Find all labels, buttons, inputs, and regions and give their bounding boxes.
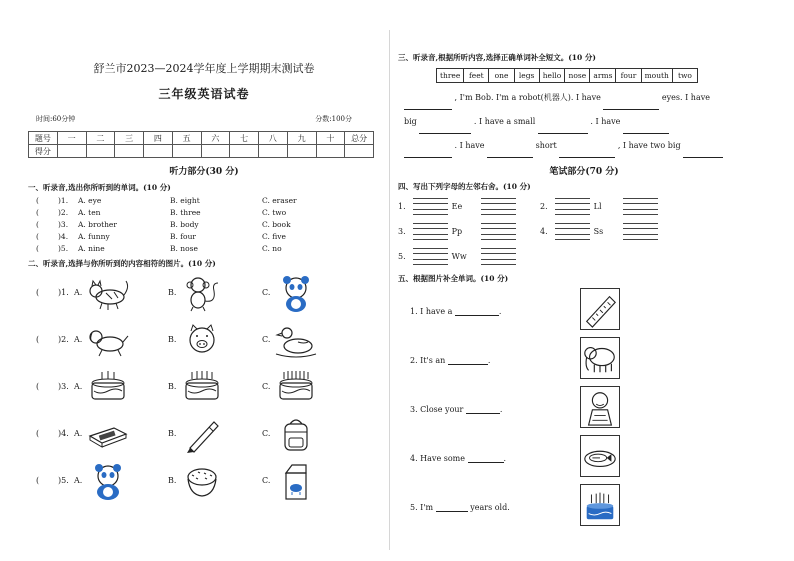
question-1-list [28, 196, 380, 253]
school-title: 舒兰市2023—2024学年度上学期期末测试卷 [93, 62, 315, 75]
score-input-cell[interactable] [201, 145, 230, 158]
sentence-text: 1. I have a [410, 306, 453, 316]
score-table [28, 131, 374, 158]
list-item: ( )1. A. eye B. eight C. eraser [28, 196, 380, 205]
word-bank-item: feet [464, 69, 489, 82]
score-cell: 八 [259, 132, 288, 145]
score-input-cell[interactable] [316, 145, 345, 158]
item-number: )3. [58, 382, 69, 391]
passage-text: short [535, 141, 557, 150]
passage-text: big [404, 117, 417, 126]
score-input-cell[interactable] [172, 145, 201, 158]
list-item [398, 219, 770, 244]
writing-lines[interactable] [481, 223, 516, 241]
writing-lines[interactable] [413, 223, 448, 241]
writing-lines[interactable] [623, 198, 658, 216]
passage-text: . I have [454, 141, 485, 150]
sentence-text: . [499, 404, 503, 414]
elephant-icon [580, 337, 620, 379]
option-a[interactable]: A. brother [78, 220, 117, 229]
option-c[interactable]: C. two [262, 208, 287, 217]
letter-neighbors [398, 194, 770, 269]
rice-bowl-icon [178, 461, 226, 501]
answer-blank[interactable] [683, 144, 723, 158]
eraser-icon [84, 414, 132, 454]
item-number: 2. [540, 202, 548, 211]
monkey-icon [178, 273, 226, 313]
option-b[interactable]: B. three [170, 208, 201, 217]
score-cell: 六 [201, 132, 230, 145]
written-section-title: 笔试部分(70 分) [549, 167, 619, 177]
option-label: C. [262, 335, 271, 344]
option-label: B. [168, 288, 177, 297]
option-label: B. [168, 382, 177, 391]
score-cell: 九 [287, 132, 316, 145]
letter-label: Ll [593, 202, 602, 211]
list-item: ( )4. A. B. C. [28, 410, 380, 457]
list-item: ( )3. A. brother B. body C. book [28, 220, 380, 229]
ruler-icon [580, 288, 620, 330]
score-input-cell[interactable] [230, 145, 259, 158]
option-b[interactable] [168, 320, 262, 360]
sentence-text: years old. [470, 502, 510, 512]
pig-icon [178, 320, 226, 360]
passage-text: eyes. I have [661, 93, 710, 102]
list-item [398, 333, 770, 382]
letter-label: Ee [451, 202, 463, 211]
score-table-score-row [29, 145, 374, 158]
option-b[interactable]: B. nose [170, 244, 198, 253]
option-label: B. [168, 476, 177, 485]
item-number: )1. [58, 196, 69, 205]
score-input-cell[interactable] [115, 145, 144, 158]
option-a[interactable]: A. eye [78, 196, 102, 205]
option-label: A. [74, 429, 83, 438]
item-number: 3. [398, 227, 406, 236]
panda-icon [272, 273, 320, 313]
left-column [28, 50, 380, 550]
option-b[interactable]: B. eight [170, 196, 200, 205]
sentence-text: 2. It's an [410, 355, 446, 365]
letter-item [398, 248, 520, 266]
word-bank-item: one [489, 69, 514, 82]
word-bank-item: legs [515, 69, 540, 82]
listening-section-title: 听力部分(30 分) [169, 167, 239, 177]
option-b[interactable] [168, 273, 262, 313]
answer-blank[interactable] [468, 449, 504, 463]
option-b[interactable] [168, 414, 262, 454]
word-bank-item: mouth [642, 69, 673, 82]
item-number: )2. [58, 208, 69, 217]
item-number: )2. [58, 335, 69, 344]
score-cell: 五 [172, 132, 201, 145]
list-item: ( )1. A. B. C. [28, 269, 380, 316]
list-item [398, 382, 770, 431]
passage-text: , I'm Bob. I'm a robot(机器人). I have [454, 93, 601, 102]
list-item: ( )3. A. B. C. [28, 363, 380, 410]
milk-carton-icon [272, 461, 320, 501]
option-label: B. [168, 335, 177, 344]
list-item [398, 244, 770, 269]
score-cell: 二 [86, 132, 115, 145]
option-a[interactable] [74, 273, 168, 313]
list-item [398, 194, 770, 219]
option-c[interactable]: C. no [262, 244, 282, 253]
question-1-title: 一、听录音,选出你所听到的单词。(10 分) [28, 183, 171, 192]
item-number: )1. [58, 288, 69, 297]
answer-blank[interactable] [404, 144, 452, 158]
duck-icon [272, 320, 320, 360]
question-5-list [398, 284, 770, 529]
option-b[interactable] [168, 367, 262, 407]
option-c[interactable] [262, 320, 356, 360]
question-2-list [28, 269, 380, 504]
schoolbag-icon [272, 414, 320, 454]
list-item: ( )2. A. B. C. [28, 316, 380, 363]
option-label: C. [262, 288, 271, 297]
fish-icon [580, 435, 620, 477]
score-input-cell[interactable] [259, 145, 288, 158]
list-item [398, 431, 770, 480]
score-cell: 四 [144, 132, 173, 145]
answer-blank[interactable] [436, 498, 468, 512]
letter-label: Ss [593, 227, 604, 236]
exam-title: 三年级英语试卷 [158, 87, 250, 101]
option-c[interactable] [262, 367, 356, 407]
cake-icon [178, 367, 226, 407]
dog-icon [84, 320, 132, 360]
item-number: 4. [540, 227, 548, 236]
answer-blank[interactable] [448, 351, 488, 365]
option-a[interactable]: A. funny [78, 232, 110, 241]
list-item: ( )5. A. nine B. nose C. no [28, 244, 380, 253]
passage-text: , I have two big [617, 141, 681, 150]
option-c[interactable]: C. book [262, 220, 291, 229]
question-4-title: 四、写出下列字母的左邻右舍。(10 分) [398, 182, 531, 191]
option-c[interactable]: C. eraser [262, 196, 297, 205]
score-cell: 七 [230, 132, 259, 145]
option-label: A. [74, 476, 83, 485]
writing-lines[interactable] [481, 198, 516, 216]
option-c[interactable]: C. five [262, 232, 286, 241]
option-a[interactable]: A. nine [78, 244, 105, 253]
passage-text: . I have [590, 117, 621, 126]
mouth-icon [580, 386, 620, 428]
list-item: ( )4. A. funny B. four C. five [28, 232, 380, 241]
option-label: C. [262, 476, 271, 485]
word-bank-item: three [437, 69, 464, 82]
answer-blank[interactable] [404, 96, 452, 110]
item-number: 5. [398, 252, 406, 261]
answer-blank[interactable] [538, 120, 588, 134]
answer-blank[interactable] [623, 120, 669, 134]
cloze-passage [398, 86, 770, 158]
score-cell: 十 [316, 132, 345, 145]
item-number: )3. [58, 220, 69, 229]
word-bank-item: four [616, 69, 641, 82]
score-cell: 三 [115, 132, 144, 145]
letter-label: Pp [451, 227, 463, 236]
passage-text: . I have a small [473, 117, 536, 126]
word-bank-item: nose [565, 69, 590, 82]
letter-item [540, 198, 662, 216]
right-column [398, 48, 770, 548]
list-item [398, 284, 770, 333]
birthday-cake-icon [580, 484, 620, 526]
list-item: ( )5. A. B. C. [28, 457, 380, 504]
cake-icon [272, 367, 320, 407]
cat-icon [84, 273, 132, 313]
exam-meta [28, 114, 380, 124]
letter-item [540, 223, 662, 241]
writing-lines[interactable] [413, 198, 448, 216]
sentence-text: . [503, 453, 507, 463]
time-label: 时间:60分钟 [36, 115, 76, 123]
option-b[interactable]: B. four [170, 232, 196, 241]
option-label: C. [262, 429, 271, 438]
answer-blank[interactable] [559, 144, 615, 158]
option-label: A. [74, 288, 83, 297]
score-input-cell[interactable] [57, 145, 86, 158]
option-label: A. [74, 335, 83, 344]
page-divider [389, 30, 390, 550]
writing-lines[interactable] [481, 248, 516, 266]
answer-blank[interactable] [466, 400, 500, 414]
option-b[interactable] [168, 461, 262, 501]
letter-label: Ww [451, 252, 467, 261]
item-number: )4. [58, 232, 69, 241]
option-label: C. [262, 382, 271, 391]
answer-blank[interactable] [487, 144, 533, 158]
sentence-text: . [487, 355, 491, 365]
writing-lines[interactable] [555, 223, 590, 241]
score-cell: 一 [57, 132, 86, 145]
list-item [398, 480, 770, 529]
sentence-text: 5. I'm [410, 502, 434, 512]
score-input-cell[interactable] [287, 145, 316, 158]
answer-blank[interactable] [419, 120, 471, 134]
answer-blank[interactable] [603, 96, 659, 110]
item-number: 1. [398, 202, 406, 211]
item-number: )4. [58, 429, 69, 438]
writing-lines[interactable] [413, 248, 448, 266]
option-a[interactable]: A. ten [78, 208, 101, 217]
option-a[interactable] [74, 461, 168, 501]
option-c[interactable] [262, 414, 356, 454]
list-item: ( )2. A. ten B. three C. two [28, 208, 380, 217]
option-c[interactable] [262, 273, 356, 313]
score-input-cell[interactable] [144, 145, 173, 158]
word-bank-item: hello [540, 69, 566, 82]
question-3-title: 三、听录音,根据所听内容,选择正确单词补全短文。(10 分) [398, 53, 596, 62]
option-label: A. [74, 382, 83, 391]
item-number: )5. [58, 476, 69, 485]
score-table-header-row [29, 132, 374, 145]
question-5-title: 五、根据图片补全单词。(10 分) [398, 274, 509, 283]
option-c[interactable] [262, 461, 356, 501]
letter-item [398, 223, 520, 241]
score-input-cell[interactable] [86, 145, 115, 158]
option-a[interactable] [74, 320, 168, 360]
score-label: 分数:100分 [315, 115, 352, 123]
writing-lines[interactable] [555, 198, 590, 216]
word-bank [436, 68, 698, 83]
writing-lines[interactable] [623, 223, 658, 241]
item-number: )5. [58, 244, 69, 253]
question-2-title: 二、听录音,选择与你所听到的内容相符的图片。(10 分) [28, 259, 216, 268]
sentence-text: 4. Have some [410, 453, 465, 463]
option-a[interactable] [74, 367, 168, 407]
word-bank-item: two [677, 71, 692, 80]
letter-item [398, 198, 520, 216]
score-cell: 题号 [29, 132, 58, 145]
option-b[interactable]: B. body [170, 220, 199, 229]
panda-icon [84, 461, 132, 501]
cake-icon [84, 367, 132, 407]
score-input-cell[interactable] [345, 145, 374, 158]
pen-icon [178, 414, 226, 454]
option-a[interactable] [74, 414, 168, 454]
option-label: B. [168, 429, 177, 438]
sentence-text: . [498, 306, 502, 316]
score-row-label: 得分 [29, 145, 58, 158]
word-bank-item: arms [590, 69, 616, 82]
score-cell: 总分 [345, 132, 374, 145]
sentence-text: 3. Close your [410, 404, 464, 414]
answer-blank[interactable] [455, 302, 499, 316]
